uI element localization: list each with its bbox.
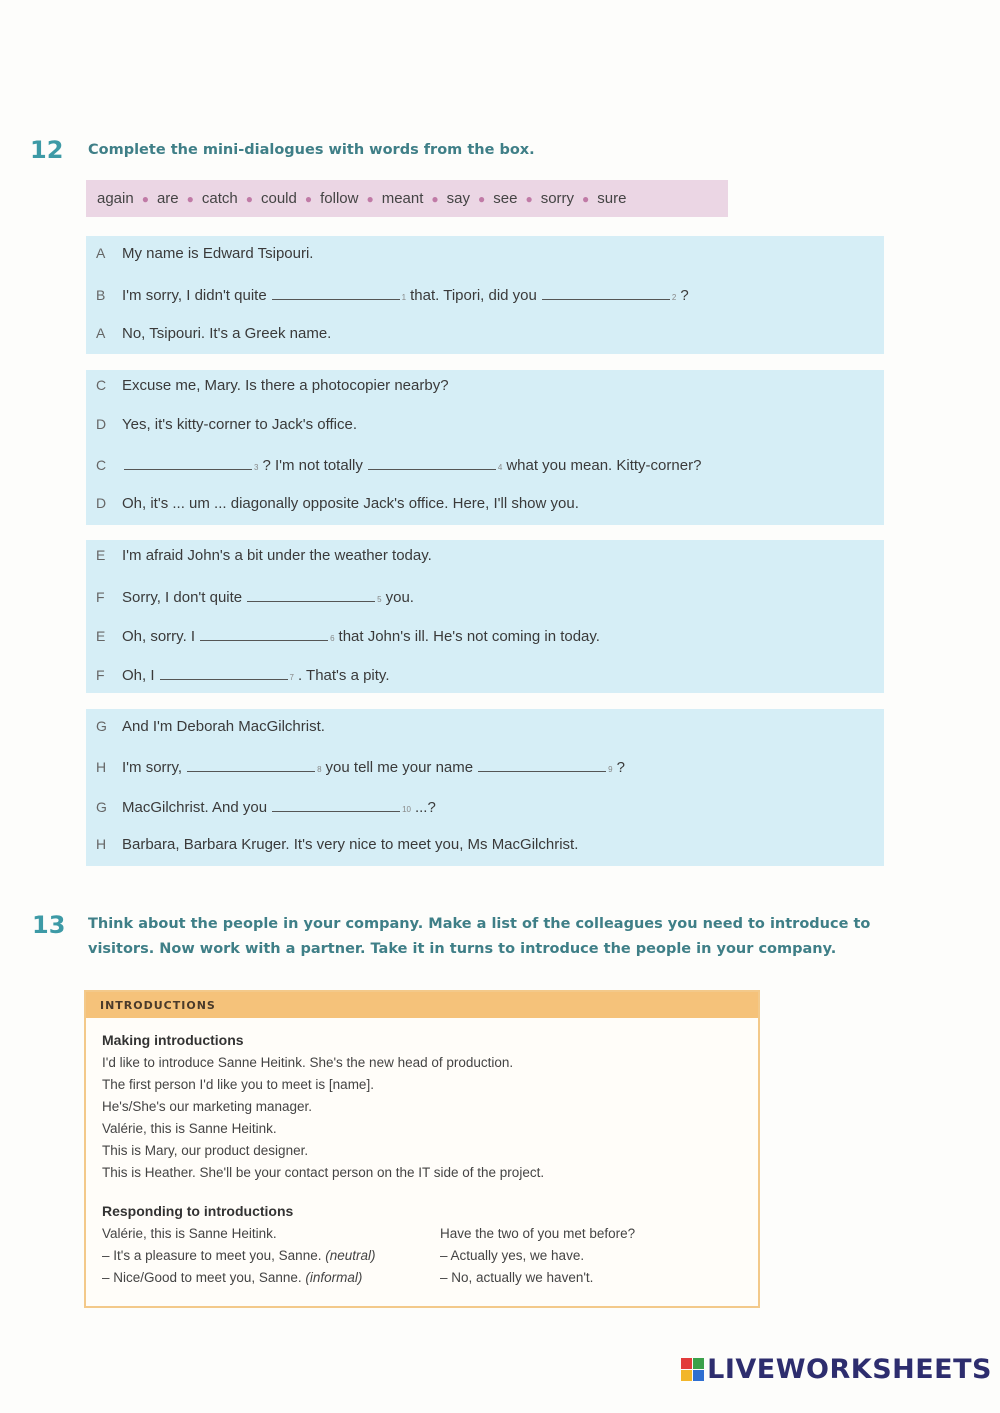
answer-blank[interactable] [160, 665, 288, 680]
register-note: (informal) [305, 1270, 363, 1285]
phrase-text: – It's a pleasure to meet you, Sanne. [102, 1248, 322, 1263]
blank-number: 2 [671, 293, 677, 302]
phrase-text: – Nice/Good to meet you, Sanne. [102, 1270, 302, 1285]
line-text: you tell me your name [325, 759, 474, 776]
line-text: I'm sorry, I didn't quite [122, 287, 267, 304]
exercise-number: 12 [30, 136, 64, 164]
line-text: Barbara, Barbara Kruger. It's very nice to meet you, Ms MacGilchrist. [122, 836, 579, 853]
word: say [446, 190, 471, 207]
answer-blank[interactable] [478, 757, 606, 772]
speaker: E [96, 547, 106, 563]
line-text: My name is Edward Tsipouri. [122, 245, 314, 262]
dialogue-panel [86, 540, 884, 693]
line-text: I'm sorry, [122, 759, 183, 776]
word: sorry [540, 190, 575, 207]
line-text: you. [385, 589, 414, 606]
line-text: ? [680, 287, 689, 304]
blank-number: 6 [330, 634, 335, 643]
dialogue-line [96, 495, 579, 519]
answer-blank[interactable] [542, 285, 670, 300]
word-box [86, 180, 728, 217]
answer-blank[interactable] [124, 455, 252, 470]
phrase: This is Heather. She'll be your contact person on the IT side of the project. [102, 1165, 545, 1180]
phrase: Valérie, this is Sanne Heitink. [102, 1226, 277, 1241]
blank-number: 8 [317, 765, 322, 774]
dialogue-line [96, 285, 689, 309]
speaker: D [96, 495, 107, 511]
line-text: MacGilchrist. And you [122, 799, 268, 816]
logo-text: LIVEWORKSHEETS [707, 1354, 992, 1385]
speaker: A [96, 245, 106, 261]
blank-number: 1 [401, 293, 407, 302]
bullet: ● [478, 191, 486, 206]
line-text: ...? [414, 799, 436, 816]
dialogue-line [96, 547, 432, 571]
blank-number: 7 [289, 673, 294, 682]
dialogue-panel [86, 370, 884, 525]
line-text: that John's ill. He's not coming in today. [338, 628, 600, 645]
phrase: He's/She's our marketing manager. [102, 1099, 313, 1114]
line-text: Oh, it's ... um ... diagonally opposite Jack's office. Here, I'll show you. [122, 495, 579, 512]
exercise-instruction: Complete the mini-dialogues with words from the box. [88, 142, 535, 158]
exercise-number: 13 [32, 911, 66, 939]
line-text: And I'm Deborah MacGilchrist. [122, 718, 325, 735]
blank-number: 9 [608, 765, 613, 774]
word: meant [381, 190, 424, 207]
answer-blank[interactable] [187, 757, 315, 772]
phrase: – Actually yes, we have. [440, 1248, 585, 1263]
line-text: ? [616, 759, 625, 776]
answer-blank[interactable] [200, 626, 328, 641]
dialogue-line [96, 325, 331, 349]
speaker: B [96, 287, 106, 303]
logo-icon [681, 1358, 704, 1381]
exercise-instruction: Think about the people in your company. Make a list of the colleagues you need to introduce to visitors. Now work with a partner. Take it in turns to introduce the people in your company. [88, 916, 871, 957]
answer-blank[interactable] [368, 455, 496, 470]
speaker: F [96, 589, 105, 605]
bullet: ● [582, 191, 590, 206]
word: sure [597, 190, 627, 207]
dialogue-line [96, 757, 625, 781]
bullet: ● [431, 191, 439, 206]
speaker: G [96, 799, 107, 815]
speaker: F [96, 667, 105, 683]
bullet: ● [304, 191, 313, 206]
dialogue-line [96, 245, 313, 269]
liveworksheets-logo [681, 1354, 992, 1385]
phrase: The first person I'd like you to meet is [name]. [102, 1077, 374, 1092]
dialogue-panel [86, 709, 884, 866]
blank-number: 5 [377, 595, 382, 604]
dialogue-line [96, 455, 701, 479]
line-text: Yes, it's kitty-corner to Jack's office. [122, 416, 357, 433]
answer-blank[interactable] [247, 587, 375, 602]
phrase [102, 1248, 376, 1263]
word: follow [320, 190, 359, 207]
answer-blank[interactable] [272, 797, 400, 812]
phrase: Have the two of you met before? [440, 1226, 636, 1241]
word: again [97, 190, 134, 207]
speaker: C [96, 457, 107, 473]
phrase: I'd like to introduce Sanne Heitink. She's the new head of production. [102, 1055, 514, 1070]
word: see [493, 190, 518, 207]
bullet: ● [245, 191, 253, 206]
box-title: INTRODUCTIONS [86, 992, 758, 1018]
dialogue-line [96, 797, 436, 821]
line-text: that. Tipori, did you [410, 287, 537, 304]
line-text: Sorry, I don't quite [122, 589, 243, 606]
section-heading: Making introductions [102, 1032, 244, 1048]
phrase: This is Mary, our product designer. [102, 1143, 309, 1158]
line-text: Oh, sorry. I [122, 628, 196, 645]
bullet: ● [366, 191, 374, 206]
word: are [156, 190, 179, 207]
word: catch [201, 190, 238, 207]
answer-blank[interactable] [272, 285, 400, 300]
dialogue-line [96, 587, 414, 611]
bullet: ● [186, 191, 194, 206]
speaker: A [96, 325, 106, 341]
line-text: Excuse me, Mary. Is there a photocopier nearby? [122, 377, 449, 394]
speaker: E [96, 628, 106, 644]
blank-number: 4 [497, 463, 503, 472]
word: could [261, 190, 297, 207]
speaker: H [96, 836, 107, 852]
introductions-box [84, 990, 760, 1308]
blank-number: 10 [402, 805, 411, 814]
phrase: Valérie, this is Sanne Heitink. [102, 1121, 277, 1136]
bullet: ● [141, 191, 149, 206]
speaker: D [96, 416, 107, 432]
line-text: . That's a pity. [297, 667, 390, 684]
phrase [102, 1270, 362, 1285]
line-text: No, Tsipouri. It's a Greek name. [122, 325, 332, 342]
dialogue-line [96, 377, 449, 401]
line-text: ? I'm not totally [262, 457, 363, 474]
speaker: H [96, 759, 107, 775]
line-text: what you mean. Kitty-corner? [506, 457, 702, 474]
dialogue-panel [86, 236, 884, 354]
dialogue-line [96, 626, 600, 650]
blank-number: 3 [254, 463, 259, 472]
register-note: (neutral) [325, 1248, 376, 1263]
dialogue-line [96, 836, 578, 860]
line-text: I'm afraid John's a bit under the weather today. [122, 547, 432, 564]
section-heading: Responding to introductions [102, 1203, 294, 1219]
speaker: C [96, 377, 107, 393]
dialogue-line [96, 416, 357, 440]
dialogue-line [96, 718, 325, 742]
speaker: G [96, 718, 107, 734]
bullet: ● [525, 191, 533, 206]
line-text: Oh, I [122, 667, 155, 684]
phrase: – No, actually we haven't. [440, 1270, 594, 1285]
dialogue-line [96, 665, 390, 689]
